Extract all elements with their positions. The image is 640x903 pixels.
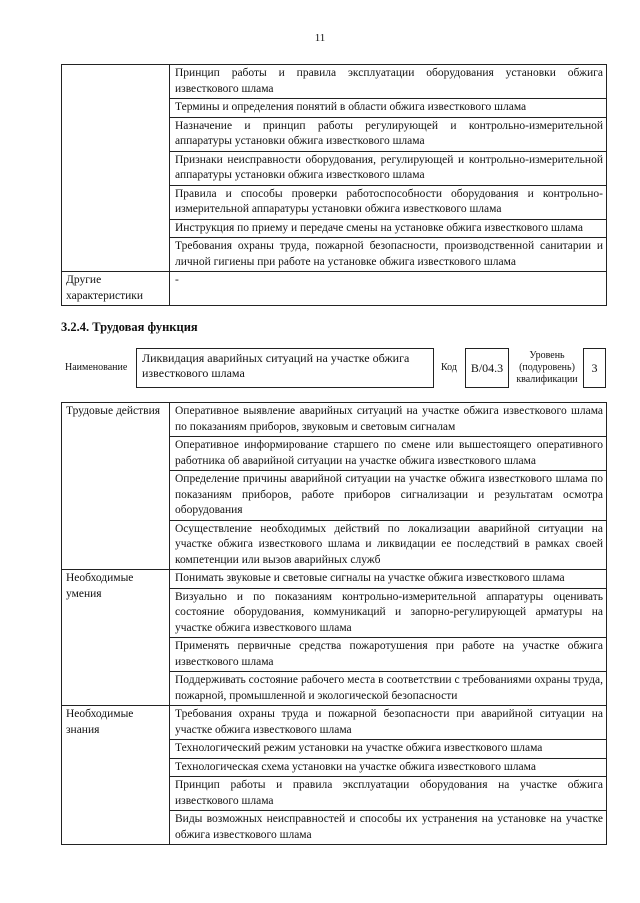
row-text: Понимать звуковые и световые сигналы на участке обжига известкового шлама [170, 570, 607, 589]
row-text: Термины и определения понятий в области обжига известкового шлама [170, 99, 607, 118]
row-text: Принцип работы и правила эксплуатации оборудования на участке обжига известкового шлама [170, 777, 607, 811]
function-name-value: Ликвидация аварийных ситуаций на участке обжига известкового шлама [136, 348, 434, 388]
table-row [62, 272, 607, 306]
labor-function-table [61, 402, 607, 845]
table-row [62, 65, 607, 99]
row-label-labor-actions: Трудовые действия [62, 403, 170, 570]
page-number: 11 [314, 32, 326, 44]
labor-function-header [61, 348, 606, 388]
function-code-value: В/04.3 [465, 348, 509, 388]
row-text: Назначение и принцип работы регулирующей и контрольно-измерительной аппаратуры установки обжига известкового шлама [170, 117, 607, 151]
qualification-level-label: Уровень (подуровень) квалификации [516, 350, 578, 385]
row-text: Технологический режим установки на участке обжига известкового шлама [170, 740, 607, 759]
row-text: Применять первичные средства пожаротушения при работе на участке обжига известкового шлама [170, 638, 607, 672]
name-label: Наименование [65, 362, 128, 373]
row-text: Виды возможных неисправностей и способы их устранения на установке на участке обжига известкового шлама [170, 811, 607, 845]
row-label-other-characteristics: Другие характеристики [62, 272, 170, 306]
row-text: Инструкция по приему и передаче смены на установке обжига известкового шлама [170, 219, 607, 238]
row-text: Оперативное информирование старшего по смене или вышестоящего оперативного работника об аварийной ситуации на участке обжига известкового шлама [170, 437, 607, 471]
row-text: Оперативное выявление аварийных ситуаций на участке обжига известкового шлама по показаниям приборов, звуковым и световым сигналам [170, 403, 607, 437]
row-text: Определение причины аварийной ситуации на участке обжига известкового шлама по показаниям приборов, работе приборов сигнализации и результатам осмотра оборудования [170, 471, 607, 521]
row-text: Визуально и по показаниям контрольно-измерительной аппаратуры оценивать состояние оборудования, коммуникаций и запорно-регулирующей арматуры на участке обжига известкового шлама [170, 588, 607, 638]
table-row [62, 706, 607, 740]
row-text: Признаки неисправности оборудования, регулирующей и контрольно-измерительной аппаратуры установки обжига известкового шлама [170, 151, 607, 185]
top-requirements-table [61, 64, 607, 306]
table-row [62, 570, 607, 589]
row-text: Правила и способы проверки работоспособности оборудования и контрольно-измерительной аппаратуры установки обжига известкового шлама [170, 185, 607, 219]
qualification-level-value: 3 [583, 348, 606, 388]
row-text: Осуществление необходимых действий по локализации аварийной ситуации на участке обжига известкового шлама и ликвидации ее последствий в рамках своей компетенции или вызов аварийных служб [170, 520, 607, 570]
row-label [62, 65, 170, 272]
row-text: Технологическая схема установки на участке обжига известкового шлама [170, 758, 607, 777]
row-text: - [170, 272, 607, 306]
row-label-required-knowledge: Необходимые знания [62, 706, 170, 845]
code-label: Код [441, 362, 457, 373]
row-text: Требования охраны труда и пожарной безопасности при аварийной ситуации на участке обжига известкового шлама [170, 706, 607, 740]
row-text: Принцип работы и правила эксплуатации оборудования установки обжига известкового шлама [170, 65, 607, 99]
section-title: 3.2.4. Трудовая функция [61, 320, 198, 334]
table-row [62, 403, 607, 437]
row-label-required-skills: Необходимые умения [62, 570, 170, 706]
row-text: Требования охраны труда, пожарной безопасности, производственной санитарии и личной гигиены при работе на установке обжига известкового шлама [170, 238, 607, 272]
row-text: Поддерживать состояние рабочего места в соответствии с требованиями охраны труда, пожарной, промышленной и экологической безопасности [170, 672, 607, 706]
